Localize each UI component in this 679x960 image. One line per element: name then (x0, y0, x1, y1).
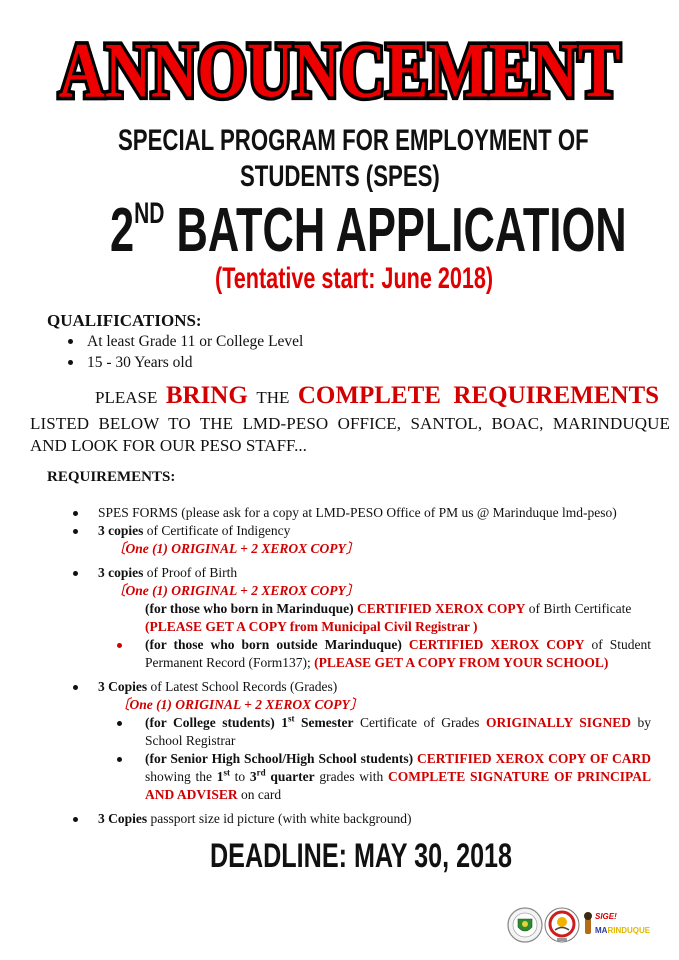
copies-count: 3 copies (98, 523, 144, 538)
birth-sub-item-outside (30, 636, 651, 672)
bring-text: BRING (165, 382, 248, 409)
bullet-icon (73, 571, 78, 576)
item-text: of Proof of Birth (143, 565, 238, 580)
spes-forms-item (30, 504, 651, 522)
body-content (30, 311, 671, 828)
qualification-item (30, 352, 651, 373)
sub-item-bold: 3 (249, 769, 257, 784)
the-text: THE (256, 388, 290, 407)
qualification-item (30, 331, 651, 352)
batch-heading (110, 196, 627, 266)
birth-item (30, 564, 651, 582)
sub-item-red-note: (PLEASE GET A COPY from Municipal Civil Registrar ) (145, 619, 478, 634)
sige-marinduque-logo (584, 912, 651, 935)
birth-sub-item-marinduque (30, 600, 651, 636)
peso-logo (545, 908, 579, 942)
batch-text: BATCH APPLICATION (164, 196, 627, 265)
sub-item-bold: Semester (294, 715, 354, 730)
program-title-line2: STUDENTS (SPES) (240, 160, 440, 193)
bullet-icon (117, 757, 122, 762)
ordinal-suffix: rd (256, 767, 266, 778)
marinduque-text: MARINDUQUE (595, 926, 651, 935)
tentative-start: (Tentative start: June 2018) (215, 262, 494, 295)
notice-line1 (30, 381, 660, 413)
sub-item-text: Certificate of Grades (353, 715, 486, 730)
copies-count: 3 copies (98, 565, 144, 580)
sub-item-red: CERTIFIED XEROX COPY (353, 601, 526, 616)
sub-item-bold: (for those who born in Marinduque) (145, 601, 354, 616)
bullet-icon (73, 817, 78, 822)
copy-note: 〔One (1) ORIGINAL + 2 XEROX COPY〕 (112, 541, 360, 556)
item-text: SPES FORMS (please ask for a copy at LMD-PESO Office of PM us @ Marinduque lmd-peso) (98, 505, 617, 520)
notice-line2: LISTED BELOW TO THE LMD-PESO OFFICE, SANTOL, BOAC, MARINDUQUE (30, 414, 671, 433)
sub-item-text: grades with (314, 769, 389, 784)
bullet-icon (117, 643, 122, 648)
item-text: of Latest School Records (Grades) (147, 679, 338, 694)
item-text: of Certificate of Indigency (143, 523, 291, 538)
provincial-seal-logo (508, 908, 542, 942)
sub-item-bold: (for College students) 1 (145, 715, 288, 730)
qualifications-heading: QUALIFICATIONS: (47, 311, 202, 330)
grades-item (30, 678, 651, 696)
sige-text: SIGE! (595, 912, 617, 921)
sub-item-bold: (for those who born outside Marinduque) (145, 637, 402, 652)
picture-item (30, 810, 651, 828)
sub-item-text: of Student Permanent Record (Form137); (145, 637, 652, 670)
ordinal-suffix: st (288, 713, 295, 724)
bullet-icon (73, 529, 78, 534)
notice-line3: AND LOOK FOR OUR PESO STAFF... (30, 436, 307, 455)
bullet-icon (68, 360, 73, 365)
complete-requirements-text: COMPLETE REQUIREMENTS (297, 382, 660, 409)
bullet-icon (73, 511, 78, 516)
sub-item-text: to (229, 769, 250, 784)
sub-item-red: CERTIFIED XEROX COPY (401, 637, 585, 652)
sub-item-bold: 1 (216, 769, 224, 784)
qualification-text: 15 - 30 Years old (87, 354, 193, 371)
announcement-title: ANNOUNCEMENT (58, 26, 621, 114)
sub-item-red: COMPLETE SIGNATURE OF PRINCIPAL AND ADVISER (145, 769, 651, 802)
copies-count: 3 Copies (98, 811, 148, 826)
sub-item-bold: (for Senior High School/High School students) (145, 751, 414, 766)
qualification-text: At least Grade 11 or College Level (87, 333, 304, 350)
deadline: DEADLINE: MAY 30, 2018 (210, 837, 513, 875)
sub-item-bold: quarter (265, 769, 315, 784)
sub-item-red: ORIGINALLY SIGNED (485, 715, 631, 730)
copies-count: 3 Copies (98, 679, 148, 694)
sub-item-red-note: (PLEASE GET A COPY FROM YOUR SCHOOL) (314, 655, 609, 670)
footer-logos (505, 905, 665, 945)
requirements-heading: REQUIREMENTS: (47, 469, 176, 485)
sub-item-text: showing the (145, 769, 217, 784)
batch-suffix: ND (134, 197, 165, 230)
program-title-line1: SPECIAL PROGRAM FOR EMPLOYMENT OF (118, 124, 589, 157)
please-text: PLEASE (95, 388, 158, 407)
sub-item-text: by School Registrar (145, 715, 652, 748)
bullet-icon (68, 339, 73, 344)
grades-sub-item-college (30, 714, 651, 750)
grades-sub-item-shs (30, 750, 651, 804)
bullet-icon (117, 721, 122, 726)
batch-number: 2 (110, 196, 135, 265)
copy-note: 〔One (1) ORIGINAL + 2 XEROX COPY〕 (112, 583, 360, 598)
logos-svg (505, 905, 665, 945)
sub-item-text: on card (237, 787, 282, 802)
sub-item-text: of Birth Certificate (525, 601, 632, 616)
sub-item-red: CERTIFIED XEROX COPY OF CARD (413, 751, 652, 766)
copy-note: 〔One (1) ORIGINAL + 2 XEROX COPY〕 (116, 697, 364, 712)
bullet-icon (73, 685, 78, 690)
item-text: passport size id picture (with white background) (147, 811, 412, 826)
indigency-item (30, 522, 651, 540)
ordinal-suffix: st (223, 767, 230, 778)
